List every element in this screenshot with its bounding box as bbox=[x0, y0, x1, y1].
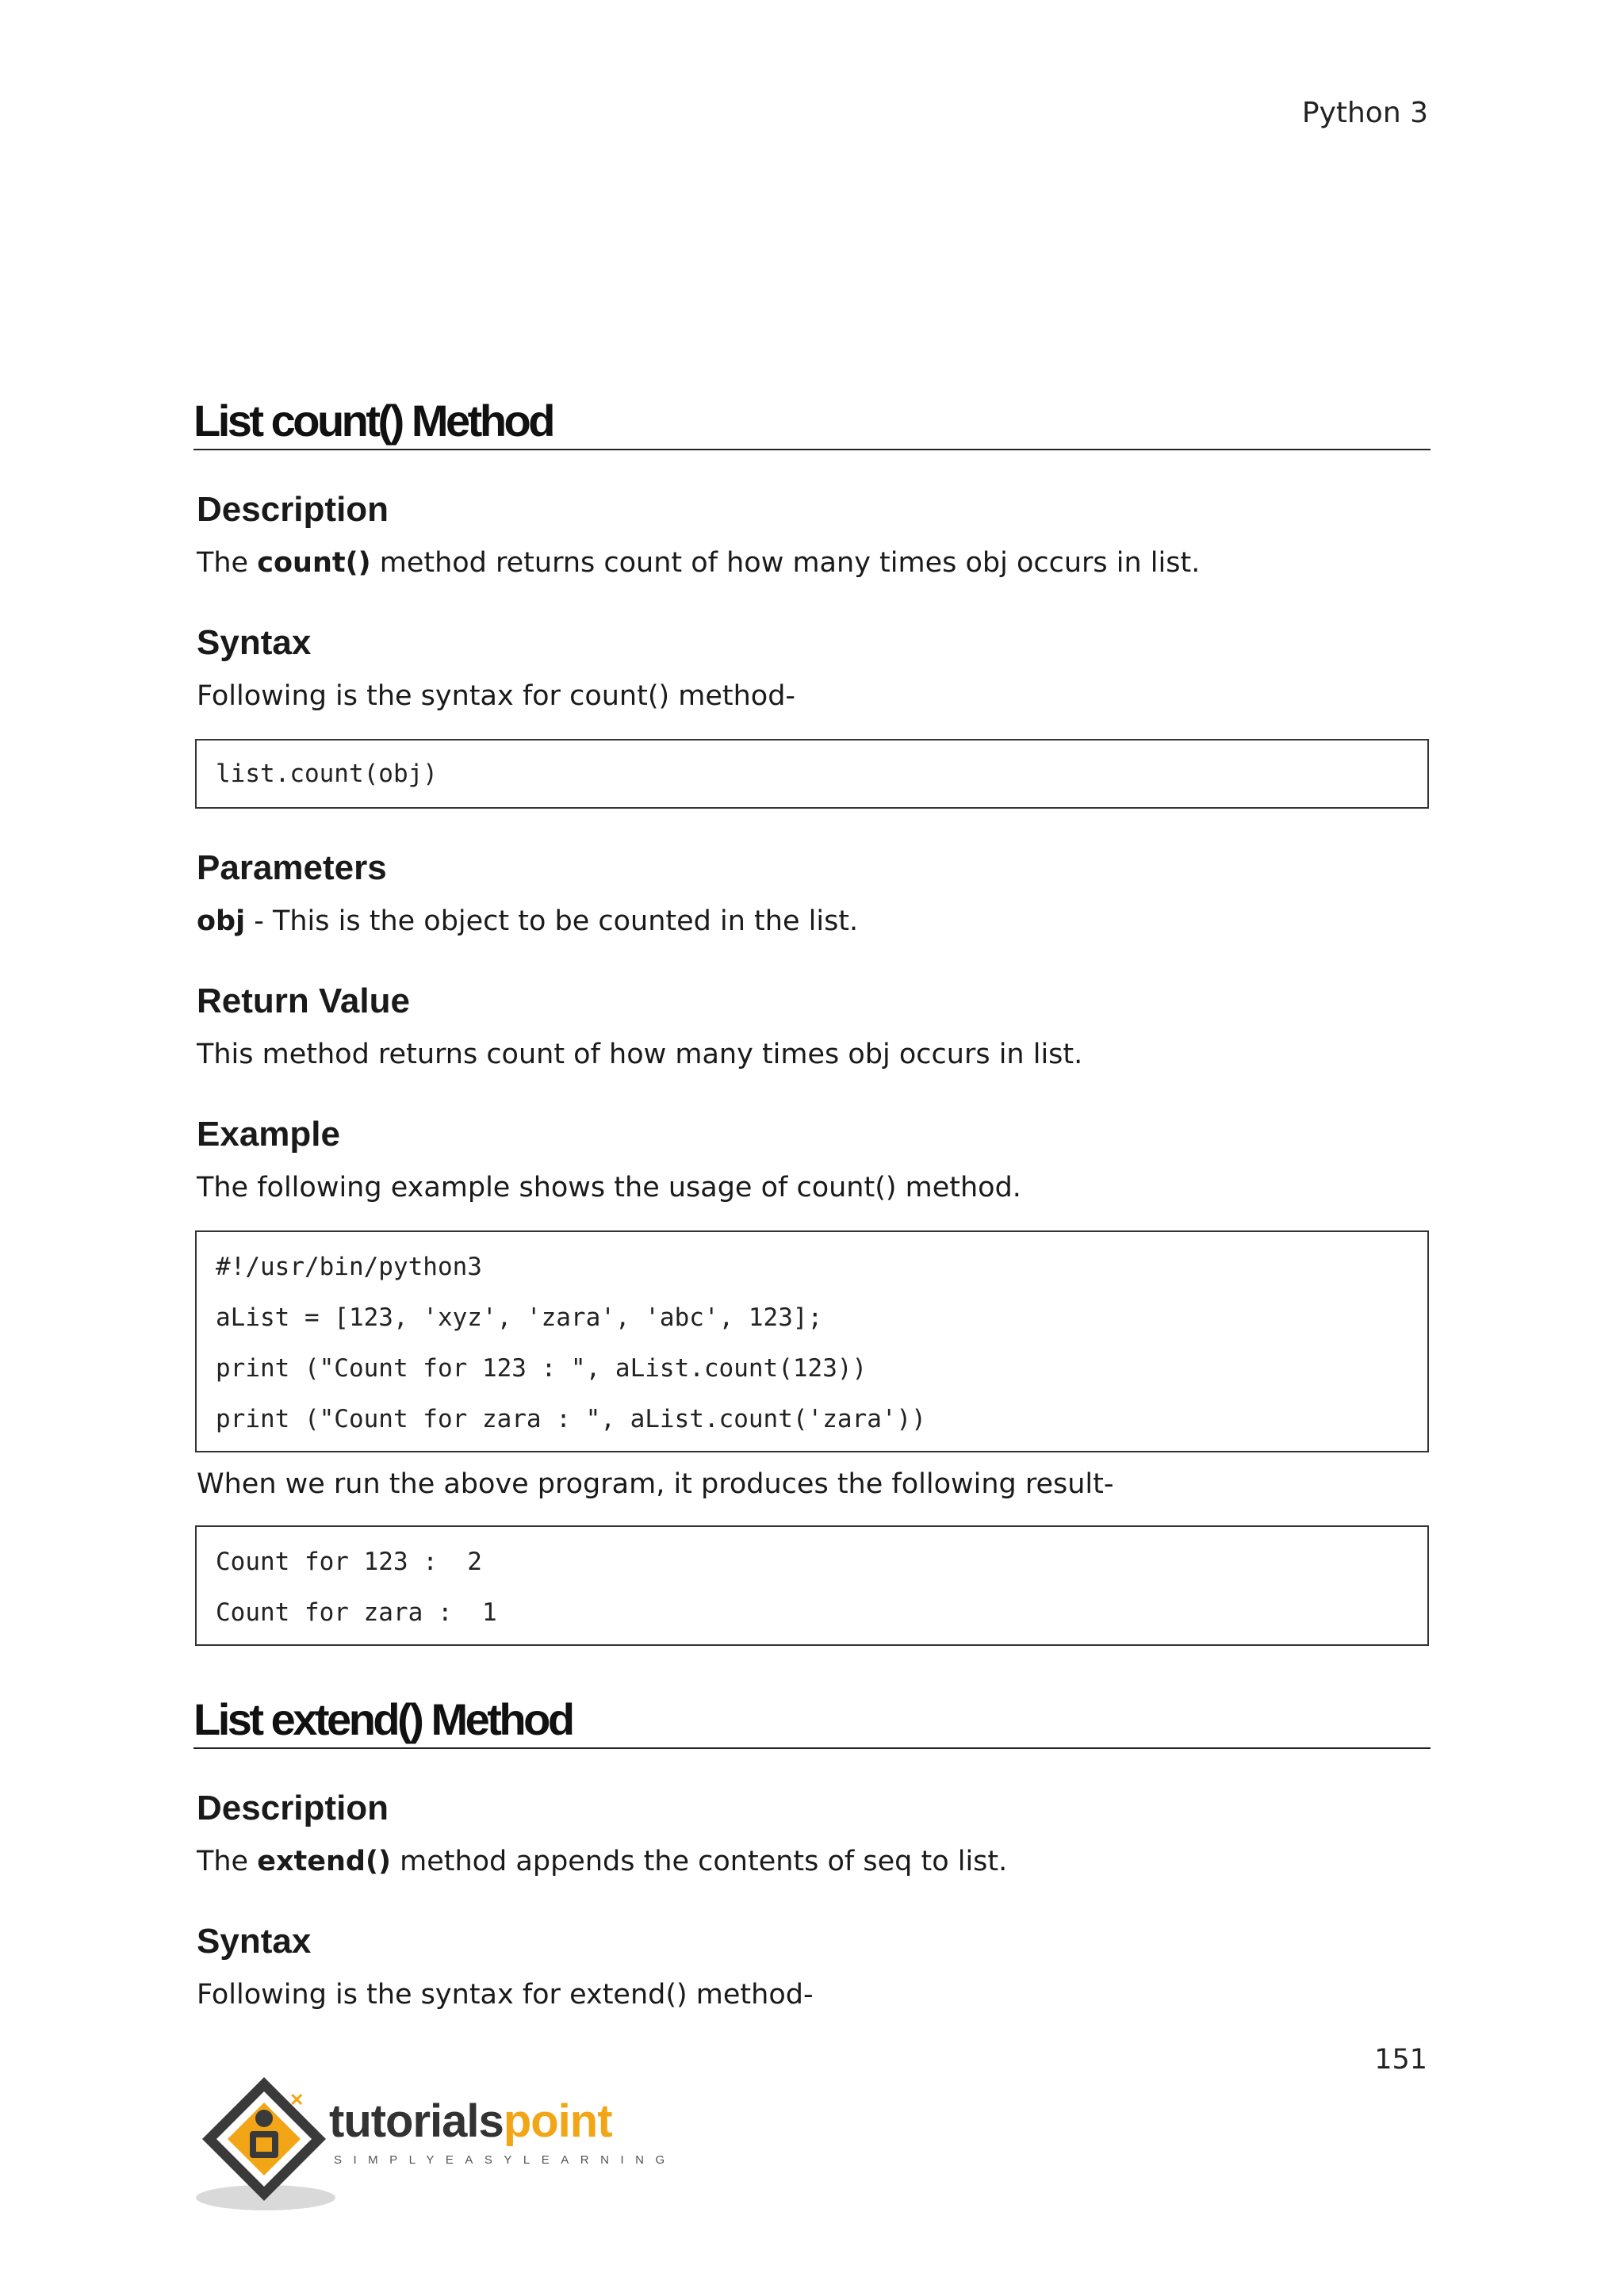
subhead-parameters: Parameters bbox=[197, 848, 387, 887]
logo-wordmark: tutorialspoint bbox=[329, 2095, 612, 2147]
section-title-count: List count() Method bbox=[193, 396, 1431, 450]
subhead-description: Description bbox=[197, 490, 389, 529]
example-intro: The following example shows the usage of count() method. bbox=[197, 1172, 1021, 1203]
page-header: Python 3 bbox=[1301, 97, 1428, 129]
section-title-extend: List extend() Method bbox=[193, 1695, 1431, 1749]
result-code-box bbox=[195, 1525, 1429, 1646]
logo-tagline: SIMPLYEASYLEARNING bbox=[334, 2153, 676, 2167]
syntax-intro: Following is the syntax for count() method- bbox=[197, 680, 796, 712]
code-line: print ("Count for 123 : ", aList.count(123)) bbox=[216, 1354, 868, 1383]
code-line: print ("Count for zara : ", aList.count('zara')) bbox=[216, 1405, 926, 1433]
code-line: #!/usr/bin/python3 bbox=[216, 1253, 482, 1281]
result-intro: When we run the above program, it produces the following result- bbox=[197, 1468, 1114, 1500]
description-paragraph: The extend() method appends the contents of seq to list. bbox=[197, 1846, 1008, 1877]
tutorialspoint-logo bbox=[194, 2071, 676, 2214]
subhead-syntax: Syntax bbox=[197, 623, 312, 662]
subhead-example: Example bbox=[197, 1115, 340, 1154]
parameters-paragraph: obj - This is the object to be counted in the list. bbox=[197, 905, 859, 937]
tutorialspoint-logo-icon bbox=[194, 2071, 337, 2214]
subhead-return-value: Return Value bbox=[197, 982, 410, 1020]
syntax-code-box bbox=[195, 739, 1429, 809]
code-line: Count for zara : 1 bbox=[216, 1598, 497, 1627]
syntax-intro: Following is the syntax for extend() method- bbox=[197, 1979, 814, 2011]
code-line: Count for 123 : 2 bbox=[216, 1548, 482, 1576]
page-number: 151 bbox=[1374, 2044, 1427, 2076]
subhead-syntax: Syntax bbox=[197, 1922, 312, 1961]
code-line: list.count(obj) bbox=[216, 760, 438, 788]
subhead-description: Description bbox=[197, 1789, 389, 1827]
example-code-box bbox=[195, 1230, 1429, 1452]
code-line: aList = [123, 'xyz', 'zara', 'abc', 123]; bbox=[216, 1303, 823, 1332]
return-value-paragraph: This method returns count of how many times obj occurs in list. bbox=[197, 1039, 1083, 1070]
svg-text:✕: ✕ bbox=[289, 2090, 304, 2110]
description-paragraph: The count() method returns count of how many times obj occurs in list. bbox=[197, 547, 1201, 579]
